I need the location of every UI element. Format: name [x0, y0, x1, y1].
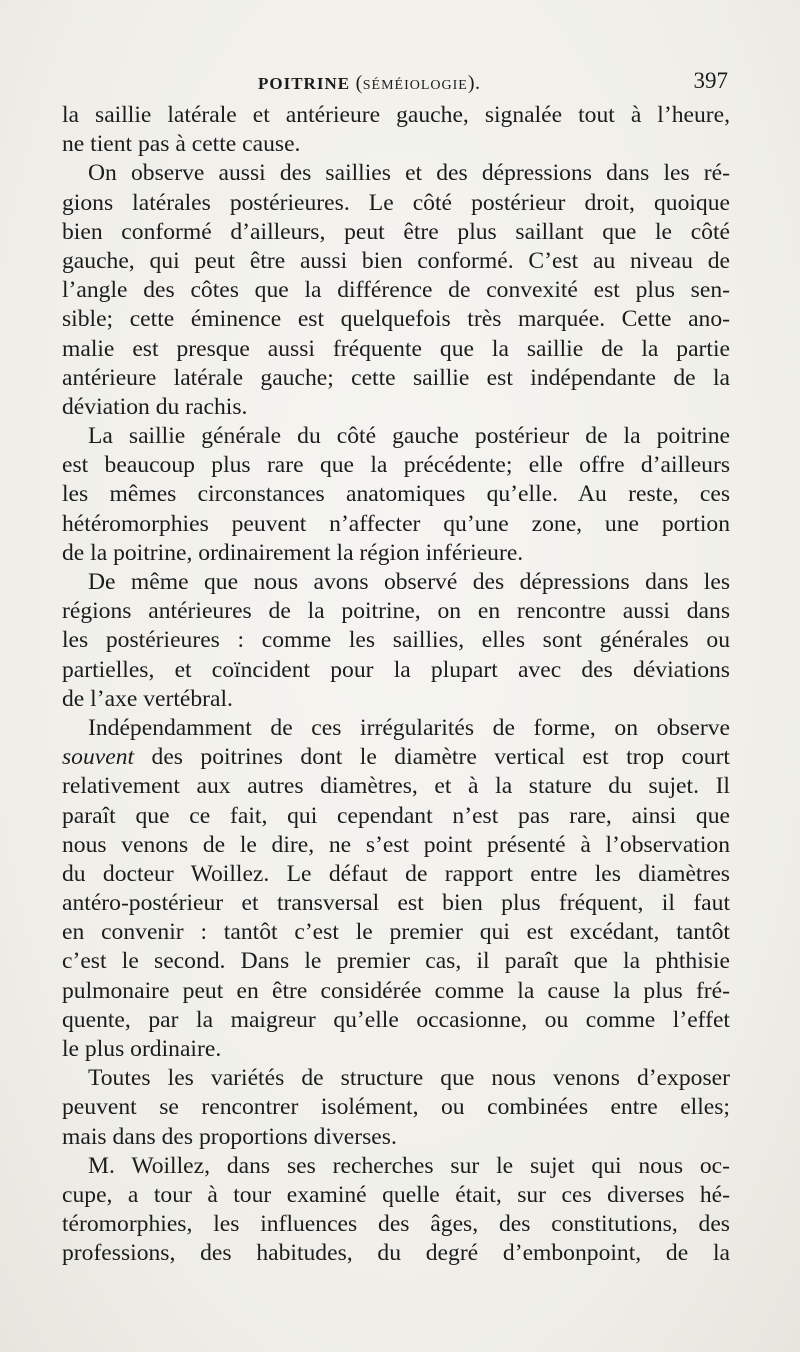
text-line	[62, 772, 730, 801]
body-text	[62, 101, 730, 1269]
running-title-sub: SÉMÉIOLOGIE	[362, 78, 468, 93]
line-text: quente, par la maigreur qu’elle occasionne, ou comme l’effet	[62, 1006, 730, 1033]
line-text: bien conformé d’ailleurs, peut être plus saillant que le côté	[62, 218, 730, 245]
text-line	[62, 130, 730, 159]
line-text: malie est presque aussi fréquente que la saillie de la partie	[62, 335, 730, 362]
line-text: le plus ordinaire.	[62, 1036, 222, 1062]
text-line	[62, 831, 730, 860]
text-line	[62, 1035, 730, 1064]
text-line	[62, 218, 730, 247]
line-text: partielles, et coïncident pour la plupart avec des déviations	[62, 656, 730, 683]
text-line	[62, 393, 730, 422]
paragraph	[62, 159, 730, 422]
text-line	[62, 247, 730, 276]
line-text: On observe aussi des saillies et des dépressions dans les ré-	[88, 160, 730, 187]
line-text: ne tient pas à cette cause.	[62, 131, 301, 158]
text-line	[62, 1239, 730, 1268]
line-text: régions antérieures de la poitrine, on en rencontre aussi dans	[62, 598, 730, 625]
line-text: relativement aux autres diamètres, et à la stature du sujet. Il	[62, 773, 730, 800]
line-text: nous venons de le dire, ne s’est point présenté à l’observation	[62, 831, 730, 858]
line-text: gauche, qui peut être aussi bien conformé. C’est au niveau de	[62, 247, 730, 274]
line-text: l’angle des côtes que la différence de convexité est plus sen-	[62, 277, 730, 304]
line-text: antéro-postérieur et transversal est bien plus fréquent, il faut	[62, 890, 730, 917]
text-line	[62, 889, 730, 918]
line-text: hétéromorphies peuvent n’affecter qu’une zone, une portion	[62, 510, 730, 537]
text-line	[62, 159, 730, 188]
text-line	[62, 335, 730, 364]
text-line	[62, 1152, 730, 1181]
text-line	[62, 422, 730, 451]
text-line	[62, 743, 730, 772]
text-line	[62, 189, 730, 218]
text-line	[62, 1064, 730, 1093]
text-line	[62, 510, 730, 539]
paragraph	[62, 568, 730, 714]
line-text: M. Woillez, dans ses recherches sur le sujet qui nous oc-	[88, 1152, 730, 1179]
text-line	[62, 451, 730, 480]
line-text: les postérieures : comme les saillies, elles sont générales ou	[62, 627, 730, 654]
text-line	[62, 918, 730, 947]
page-header	[0, 68, 800, 100]
line-text: Indépendamment de ces irrégularités de forme, on observe	[88, 714, 730, 741]
running-title-main: POITRINE	[258, 74, 351, 93]
paragraph	[62, 1064, 730, 1152]
text-line	[62, 568, 730, 597]
text-line	[62, 977, 730, 1006]
text-line	[62, 714, 730, 743]
line-text: mais dans des proportions diverses.	[62, 1123, 397, 1150]
text-line	[62, 802, 730, 831]
line-text: peuvent se rencontrer isolément, ou combinées entre elles;	[62, 1094, 730, 1121]
line-text: cupe, a tour à tour examiné quelle était, sur ces diverses hé-	[62, 1181, 730, 1208]
text-line	[62, 947, 730, 976]
running-title: POITRINE (SÉMÉIOLOGIE).	[258, 72, 481, 94]
text-line	[62, 1123, 730, 1152]
line-text: paraît que ce fait, qui cependant n’est pas rare, ainsi que	[62, 802, 730, 829]
text-line	[62, 1006, 730, 1035]
text-line	[62, 305, 730, 334]
paragraph	[62, 422, 730, 568]
paragraph	[62, 714, 730, 1064]
text-line	[62, 539, 730, 568]
line-text: pulmonaire peut en être considérée comme la cause la plus fré-	[62, 977, 730, 1004]
italic-word: souvent	[62, 744, 135, 771]
line-text: La saillie générale du côté gauche postérieur de la poitrine	[88, 423, 730, 450]
line-text: de la poitrine, ordinairement la région inférieure.	[62, 539, 524, 566]
text-line	[62, 364, 730, 393]
text-line	[62, 656, 730, 685]
text-line	[62, 480, 730, 509]
text-line	[62, 626, 730, 655]
line-text: c’est le second. Dans le premier cas, il paraît que la phthisie	[62, 948, 730, 975]
line-text: sible; cette éminence est quelquefois très marquée. Cette ano-	[62, 306, 730, 333]
line-text: antérieure latérale gauche; cette saillie est indépendante de la	[62, 364, 730, 391]
line-text: De même que nous avons observé des dépressions dans les	[88, 569, 730, 595]
line-text: téromorphies, les influences des âges, des constitutions, des	[62, 1211, 730, 1238]
line-text: du docteur Woillez. Le défaut de rapport entre les diamètres	[62, 860, 730, 887]
text-line	[62, 860, 730, 889]
paragraph	[62, 1152, 730, 1269]
line-text: de l’axe vertébral.	[62, 685, 233, 712]
text-line	[62, 276, 730, 305]
line-text: est beaucoup plus rare que la précédente; elle offre d’ailleurs	[62, 452, 730, 479]
paragraph	[62, 101, 730, 159]
line-text: déviation du rachis.	[62, 393, 248, 420]
text-line	[62, 597, 730, 626]
text-line	[62, 685, 730, 714]
line-text: en convenir : tantôt c’est le premier qui est excédant, tantôt	[62, 919, 730, 946]
line-text: des poitrines dont le diamètre vertical est trop court	[134, 744, 730, 771]
line-text: professions, des habitudes, du degré d’embonpoint, de la	[62, 1240, 730, 1267]
line-text: la saillie latérale et antérieure gauche, signalée tout à l’heure,	[62, 102, 730, 128]
page-number: 397	[693, 68, 728, 93]
line-text: Toutes les variétés de structure que nous venons d’exposer	[88, 1065, 730, 1092]
text-line	[62, 1093, 730, 1122]
text-line	[62, 1181, 730, 1210]
line-text: les mêmes circonstances anatomiques qu’elle. Au reste, ces	[62, 481, 730, 508]
line-text: gions latérales postérieures. Le côté postérieur droit, quoique	[62, 189, 730, 216]
text-line	[62, 1210, 730, 1239]
text-line	[62, 101, 730, 130]
